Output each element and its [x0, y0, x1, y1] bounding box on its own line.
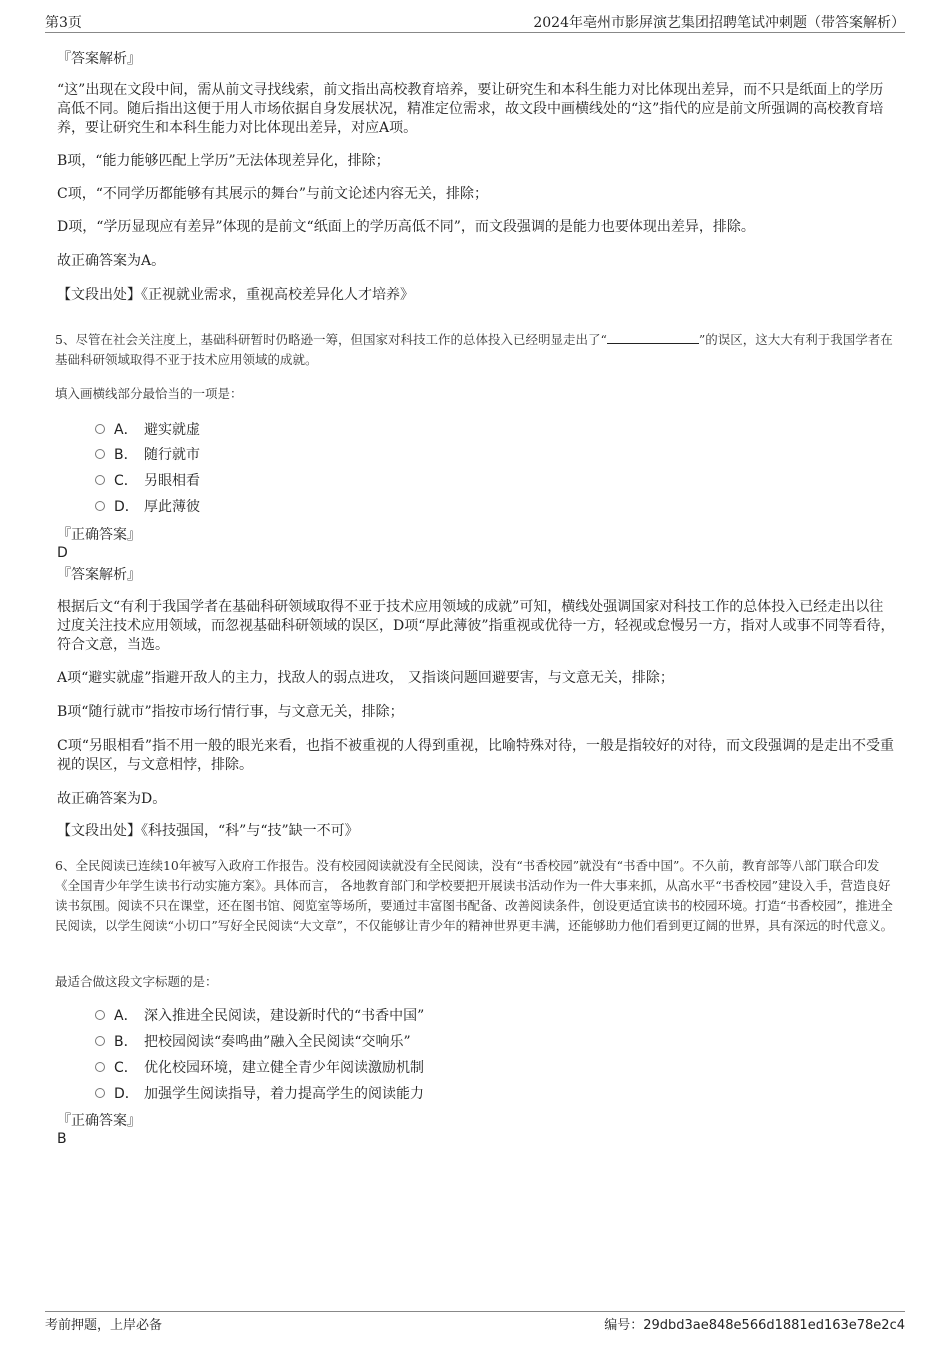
q5-option-a[interactable]: A． 避实就虚 [95, 420, 200, 440]
radio-icon[interactable] [95, 1062, 105, 1072]
q6-stem: 6、全民阅读已连续10年被写入政府工作报告。没有校园阅读就没有全民阅读，没有“书香校园”就没有“书香中国”。不久前，教育部等八部门联合印发《全国青少年学生读书行动实施方案》。具体而言， 各地教育部门和学校要把开展读书活动作为一件大事来抓，从高水平“书香校园”建设入手，营造良好读书氛围。阅读不只在课堂，还在图书馆、阅览室等场所，要通过丰富图书配备、改善阅读条件，创设更适宜读书的校园环境。打造“书香校园”，推进全民阅读，以学生阅读“小切口”写好全民阅读“大文章”，不仅能够让青少年的精神世界更丰满，还能够助力他们看到更辽阔的世界，具有深远的时代意义。 [55, 858, 894, 933]
q5-prompt: 填入画横线部分最恰当的一项是： [55, 386, 243, 401]
q5-conclusion: 故正确答案为D。 [57, 791, 167, 807]
header-divider [45, 32, 905, 33]
q5-analysis: 根据后文“有利于我国学者在基础科研领域取得不亚于技术应用领域的成就”可知，横线处强调国家对科技工作的总体投入已经走出以往过度关注技术应用领域，而忽视基础科研领域的误区，D项“厚此薄彼”指重视或优待一方，轻视或怠慢另一方，指对人或事不同等看待，符合文意，当选。 [57, 599, 895, 653]
q4-option-c-explanation: C项，“不同学历都能够有其展示的舞台”与前文论述内容无关，排除； [57, 186, 489, 202]
radio-icon[interactable] [95, 424, 105, 434]
q4-analysis-label: 『答案解析』 [57, 51, 141, 67]
q5-source: 【文段出处】《科技强国，“科”与“技”缺一不可》 [57, 823, 359, 839]
page-header [45, 12, 905, 32]
q4-source: 【文段出处】《正视就业需求，重视高校差异化人才培养》 [57, 287, 414, 303]
q6-option-d[interactable]: D． 加强学生阅读指导，着力提高学生的阅读能力 [95, 1084, 424, 1104]
q4-option-d-explanation: D项，“学历显现应有差异”体现的是前文“纸面上的学历高低不同”，而文段强调的是能力也要体现出差异，排除。 [57, 219, 755, 235]
q5-option-d[interactable]: D． 厚此薄彼 [95, 497, 200, 517]
page-number: 第3页 [45, 15, 82, 31]
q5-stem: 5、尽管在社会关注度上，基础科研暂时仍略逊一筹，但国家对科技工作的总体投入已经明显走出了“ ”的误区，这大大有利于我国学者在基础科研领域取得不亚于技术应用领域的成就。 [55, 332, 893, 367]
q6-option-c[interactable]: C． 优化校园环境，建立健全青少年阅读激励机制 [95, 1058, 424, 1078]
radio-icon[interactable] [95, 1010, 105, 1020]
fill-blank [607, 331, 699, 344]
q6-option-b[interactable]: B． 把校园阅读“奏鸣曲”融入全民阅读“交响乐” [95, 1032, 411, 1052]
radio-icon[interactable] [95, 449, 105, 459]
q4-option-b-explanation: B项，“能力能够匹配上学历”无法体现差异化，排除； [57, 153, 390, 169]
radio-icon[interactable] [95, 1088, 105, 1098]
q5-option-c[interactable]: C． 另眼相看 [95, 471, 200, 491]
q4-analysis: “这”出现在文段中间，需从前文寻找线索，前文指出高校教育培养，要让研究生和本科生能力对比体现出差异，而不只是纸面上的学历高低不同。随后指出这便于用人市场依据自身发展状况，精准定位需求，故文段中画横线处的“这”指代的应是前文所强调的高校教育培养，要让研究生和本科生能力对比体现出差异，对应A项。 [57, 82, 884, 136]
q5-option-c-explanation: C项“另眼相看”指不用一般的眼光来看，也指不被重视的人得到重视，比喻特殊对待，一般是指较好的对待，而文段强调的是走出不受重视的误区，与文意相悖，排除。 [57, 738, 895, 773]
q5-option-b-explanation: B项“随行就市”指按市场行情行事，与文意无关，排除； [57, 704, 404, 720]
q4-conclusion: 故正确答案为A。 [57, 253, 166, 269]
q6-prompt: 最适合做这段文字标题的是： [55, 974, 218, 989]
radio-icon[interactable] [95, 1036, 105, 1046]
footer-slogan: 考前押题，上岸必备 [45, 1318, 163, 1333]
q5-answer: D [57, 545, 68, 561]
q6-option-a[interactable]: A． 深入推进全民阅读，建设新时代的“书香中国” [95, 1006, 424, 1026]
q6-answer: B [57, 1131, 67, 1147]
radio-icon[interactable] [95, 475, 105, 485]
q5-option-b[interactable]: B． 随行就市 [95, 445, 200, 465]
footer-divider [45, 1311, 905, 1312]
radio-icon[interactable] [95, 501, 105, 511]
q5-answer-label: 『正确答案』 [57, 527, 141, 543]
document-title: 2024年亳州市影屏演艺集团招聘笔试冲刺题（带答案解析） [533, 15, 905, 31]
document-code: 编号：29dbd3ae848e566d1881ed163e78e2c4 [604, 1318, 905, 1333]
q5-option-a-explanation: A项“避实就虚”指避开敌人的主力，找敌人的弱点进攻， 又指谈问题回避要害，与文意无关，排除； [57, 670, 674, 686]
q6-answer-label: 『正确答案』 [57, 1113, 141, 1129]
q5-analysis-label: 『答案解析』 [57, 567, 141, 583]
